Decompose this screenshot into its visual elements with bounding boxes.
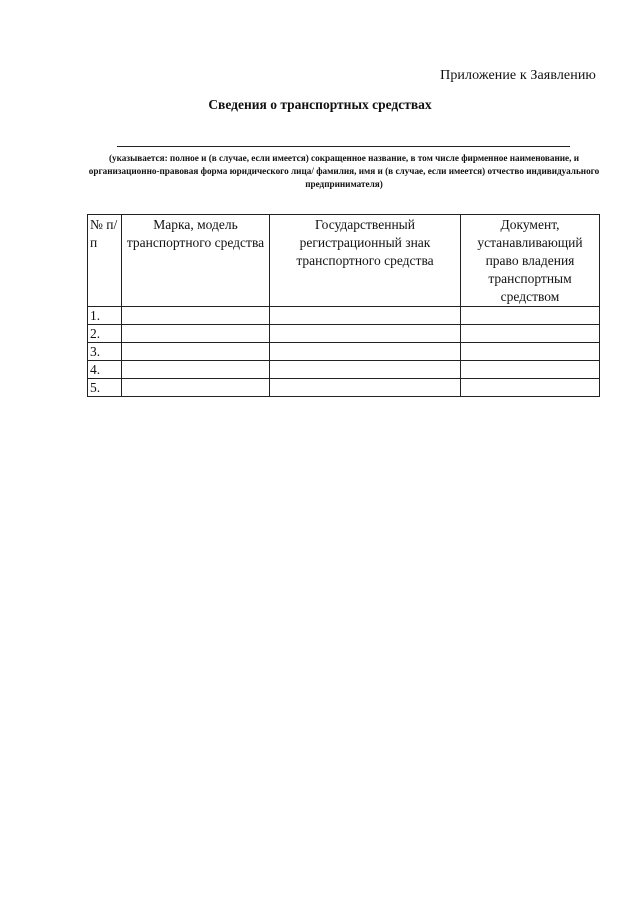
ownership-document-cell[interactable] <box>461 343 600 361</box>
model-cell[interactable] <box>122 325 270 343</box>
plate-cell[interactable] <box>270 361 461 379</box>
plate-cell[interactable] <box>270 343 461 361</box>
appendix-label: Приложение к Заявлению <box>440 68 596 83</box>
row-number: 3. <box>88 343 122 361</box>
model-cell[interactable] <box>122 361 270 379</box>
header-model: Марка, модель транспортного средства <box>122 215 270 307</box>
organization-name-line <box>117 146 570 147</box>
row-number: 2. <box>88 325 122 343</box>
table-row <box>88 343 600 361</box>
row-number: 4. <box>88 361 122 379</box>
table-row <box>88 325 600 343</box>
model-cell[interactable] <box>122 307 270 325</box>
table-row <box>88 361 600 379</box>
plate-cell[interactable] <box>270 379 461 397</box>
vehicles-table <box>87 214 600 397</box>
table-row <box>88 379 600 397</box>
header-number: № п/п <box>88 215 122 307</box>
header-plate: Государственный регистрационный знак транспортного средства <box>270 215 461 307</box>
ownership-document-cell[interactable] <box>461 307 600 325</box>
table-header-row <box>88 215 600 307</box>
header-ownership-document: Документ, устанавливающий право владения транспортным средством <box>461 215 600 307</box>
document-title: Сведения о транспортных средствах <box>208 97 432 112</box>
row-number: 1. <box>88 307 122 325</box>
ownership-document-cell[interactable] <box>461 325 600 343</box>
model-cell[interactable] <box>122 379 270 397</box>
table-row <box>88 307 600 325</box>
ownership-document-cell[interactable] <box>461 361 600 379</box>
plate-cell[interactable] <box>270 307 461 325</box>
ownership-document-cell[interactable] <box>461 379 600 397</box>
model-cell[interactable] <box>122 343 270 361</box>
organization-name-note: (указывается: полное и (в случае, если имеется) сокращенное название, в том числе фирменное наименование, и организационно-правовая форма юридического лица/ фамилия, имя и (в случае, если имеется) отчество индивидуального предпринимателя) <box>88 153 600 189</box>
plate-cell[interactable] <box>270 325 461 343</box>
row-number: 5. <box>88 379 122 397</box>
